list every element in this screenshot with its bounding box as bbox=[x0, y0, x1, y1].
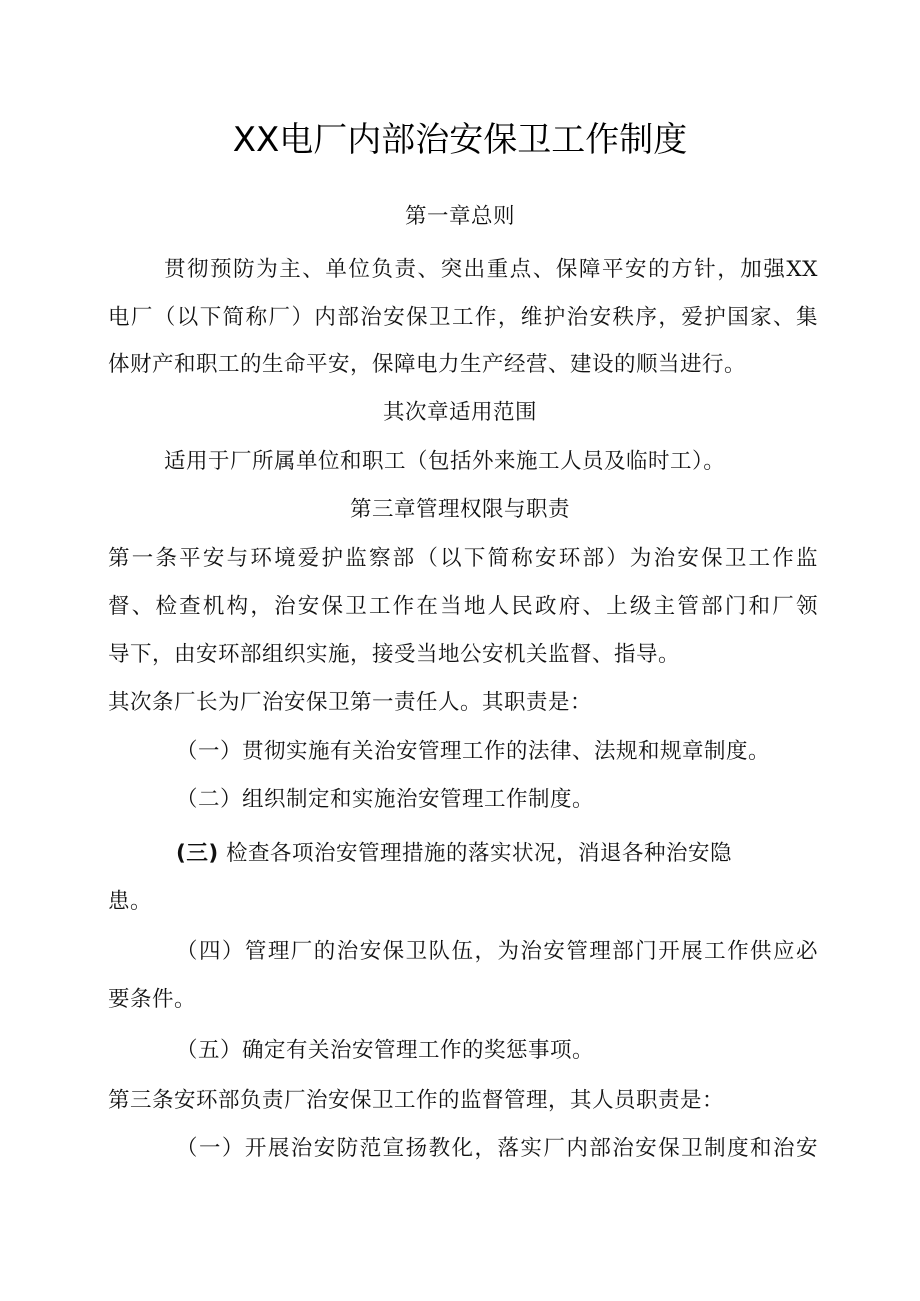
article-2-item-1: （一）贯彻实施有关治安管理工作的法律、法规和规章制度。 bbox=[176, 739, 771, 764]
article-2-item-3-text: 检查各项治安管理措施的落实状况，消退各种治安隐 bbox=[226, 841, 733, 866]
chapter-1-paragraph-line-1: 贯彻预防为主、单位负责、突出重点、保障平安的方针，加强XX bbox=[164, 257, 818, 282]
chapter-1-heading: 第一章总则 bbox=[404, 204, 515, 229]
article-1-line-1: 第一条平安与环境爱护监察部（以下简称安环部）为治安保卫工作监 bbox=[108, 546, 818, 571]
document-title: XX电厂内部治安保卫工作制度 bbox=[232, 120, 688, 160]
article-3-item-1: （一）开展治安防范宣扬教化，落实厂内部治安保卫制度和治安 bbox=[176, 1136, 818, 1161]
article-2-item-3-line-2: 患。 bbox=[108, 889, 153, 914]
article-2-item-2: （二）组织制定和实施治安管理工作制度。 bbox=[176, 787, 595, 812]
article-2-item-5: （五）确定有关治安管理工作的奖惩事项。 bbox=[176, 1038, 595, 1063]
chapter-1-paragraph-line-2: 电厂（以下简称厂）内部治安保卫工作，维护治安秩序，爱护国家、集 bbox=[108, 305, 818, 330]
chapter-2-paragraph: 适用于厂所属单位和职工（包括外来施工人员及临时工）。 bbox=[164, 449, 726, 474]
article-3: 第三条安环部负责厂治安保卫工作的监督管理，其人员职责是： bbox=[108, 1088, 725, 1113]
article-2-item-3-line-1 bbox=[176, 839, 818, 869]
chapter-3-heading: 第三章管理权限与职责 bbox=[349, 497, 570, 522]
article-2: 其次条厂长为厂治安保卫第一责任人。其职责是： bbox=[108, 690, 593, 715]
article-1-line-3: 导下，由安环部组织实施，接受当地公安机关监督、指导。 bbox=[108, 642, 681, 667]
chapter-1-paragraph-line-3: 体财产和职工的生命平安，保障电力生产经营、建设的顺当进行。 bbox=[108, 352, 747, 377]
article-1-line-2: 督、检查机构，治安保卫工作在当地人民政府、上级主管部门和厂领 bbox=[108, 594, 818, 619]
article-2-item-3-marker: (三) bbox=[176, 841, 219, 866]
chapter-2-heading: 其次章适用范围 bbox=[382, 400, 537, 425]
article-2-item-4-line-2: 要条件。 bbox=[108, 987, 197, 1012]
article-2-item-4-line-1: （四）管理厂的治安保卫队伍，为治安管理部门开展工作供应必 bbox=[176, 939, 818, 964]
